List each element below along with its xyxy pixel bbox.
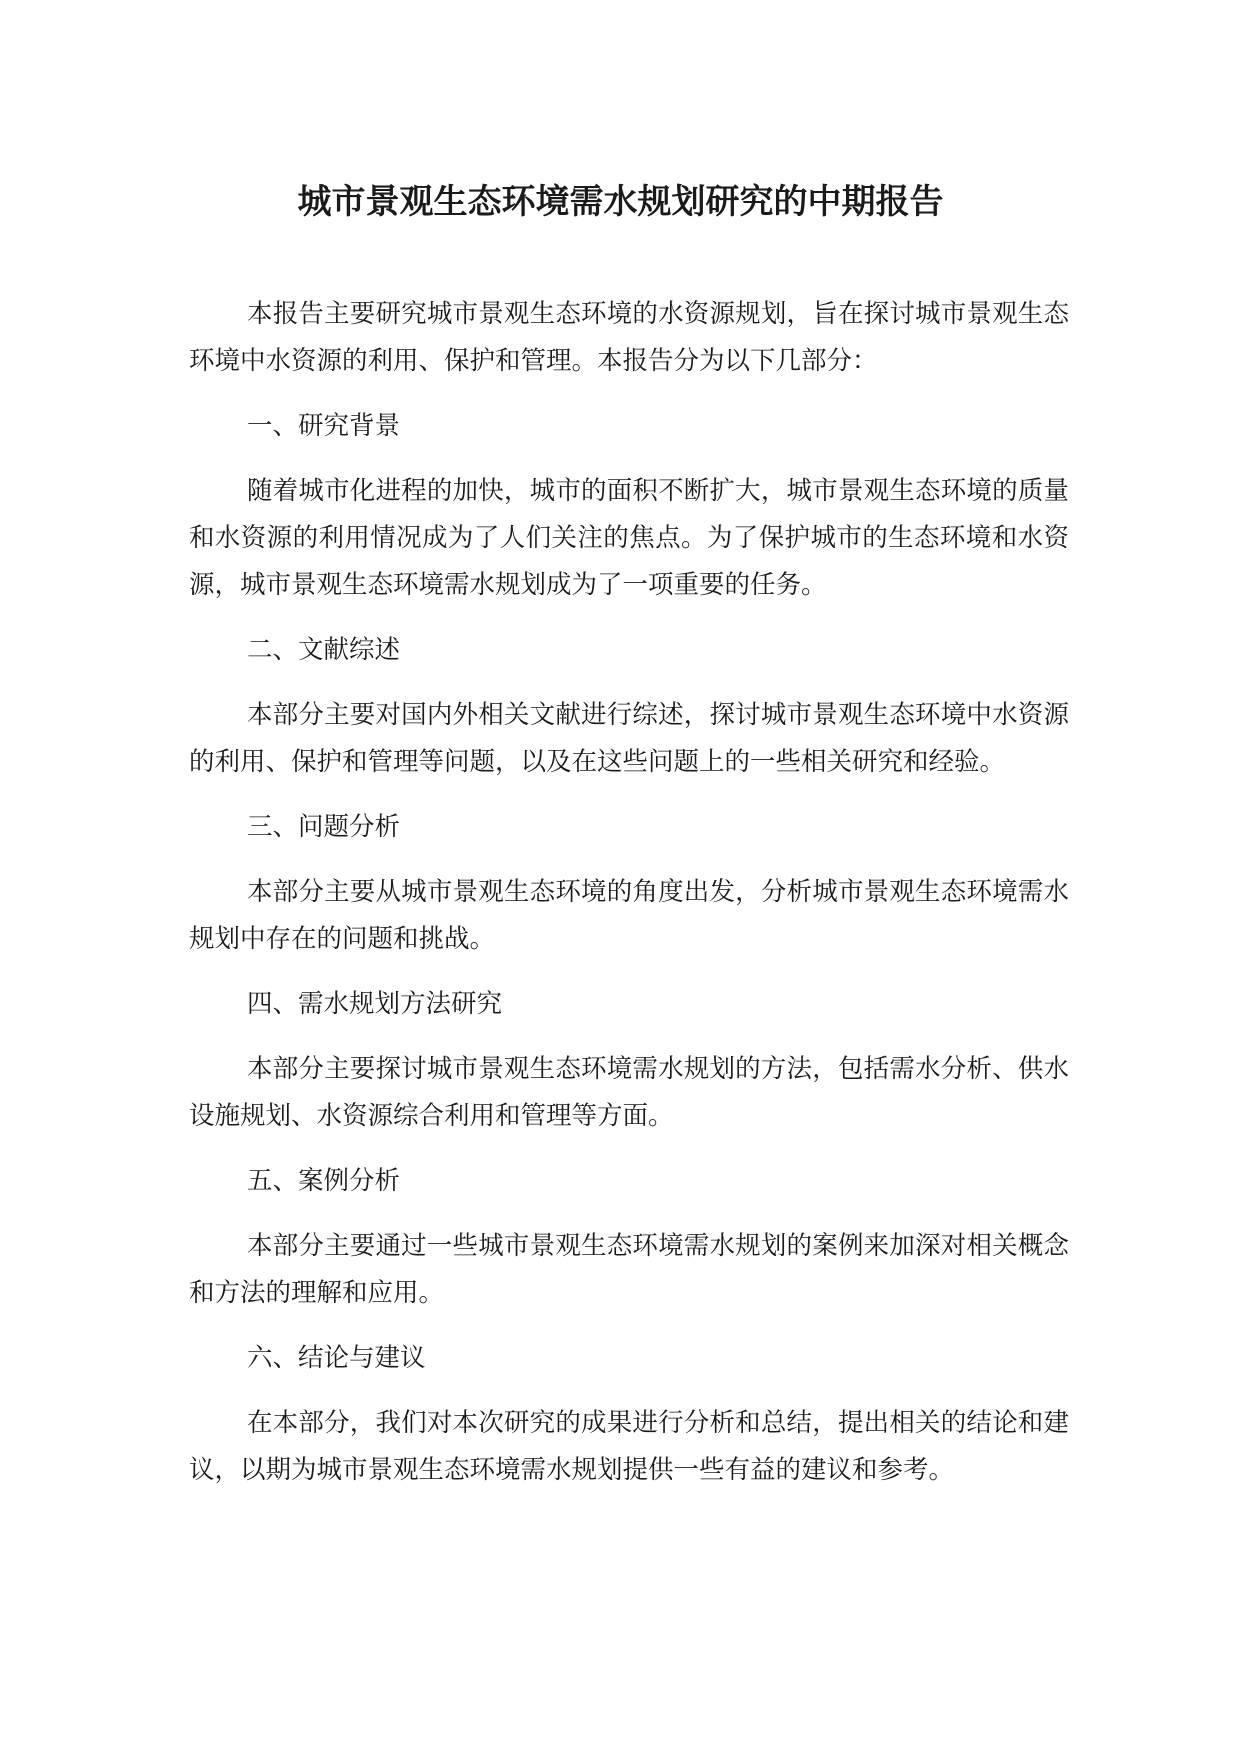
section-heading-problem-analysis: 三、问题分析 <box>247 812 401 842</box>
section-heading-background: 一、研究背景 <box>247 411 401 441</box>
section-heading-case-study: 五、案例分析 <box>247 1166 401 1196</box>
document-body <box>189 291 1069 1494</box>
section-heading-literature-review: 二、文献综述 <box>247 635 401 665</box>
section-body-case-study: 本部分主要通过一些城市景观生态环境需水规划的案例来加深对相关概念和方法的理解和应用。 <box>189 1231 1069 1308</box>
section-body-literature-review: 本部分主要对国内外相关文献进行综述，探讨城市景观生态环境中水资源的利用、保护和管理等问题，以及在这些问题上的一些相关研究和经验。 <box>189 700 1069 777</box>
document-title: 城市景观生态环境需水规划研究的中期报告 <box>297 182 944 222</box>
section-body-background: 随着城市化进程的加快，城市的面积不断扩大，城市景观生态环境的质量和水资源的利用情况成为了人们关注的焦点。为了保护城市的生态环境和水资源，城市景观生态环境需水规划成为了一项重要的任务。 <box>189 476 1069 600</box>
intro-paragraph: 本报告主要研究城市景观生态环境的水资源规划，旨在探讨城市景观生态环境中水资源的利用、保护和管理。本报告分为以下几部分： <box>189 299 1069 376</box>
section-heading-conclusion: 六、结论与建议 <box>247 1343 426 1373</box>
section-heading-methods: 四、需水规划方法研究 <box>247 989 503 1019</box>
section-body-problem-analysis: 本部分主要从城市景观生态环境的角度出发，分析城市景观生态环境需水规划中存在的问题和挑战。 <box>189 877 1069 954</box>
section-body-conclusion: 在本部分，我们对本次研究的成果进行分析和总结，提出相关的结论和建议，以期为城市景观生态环境需水规划提供一些有益的建议和参考。 <box>189 1408 1069 1485</box>
section-body-methods: 本部分主要探讨城市景观生态环境需水规划的方法，包括需水分析、供水设施规划、水资源综合利用和管理等方面。 <box>189 1054 1069 1131</box>
